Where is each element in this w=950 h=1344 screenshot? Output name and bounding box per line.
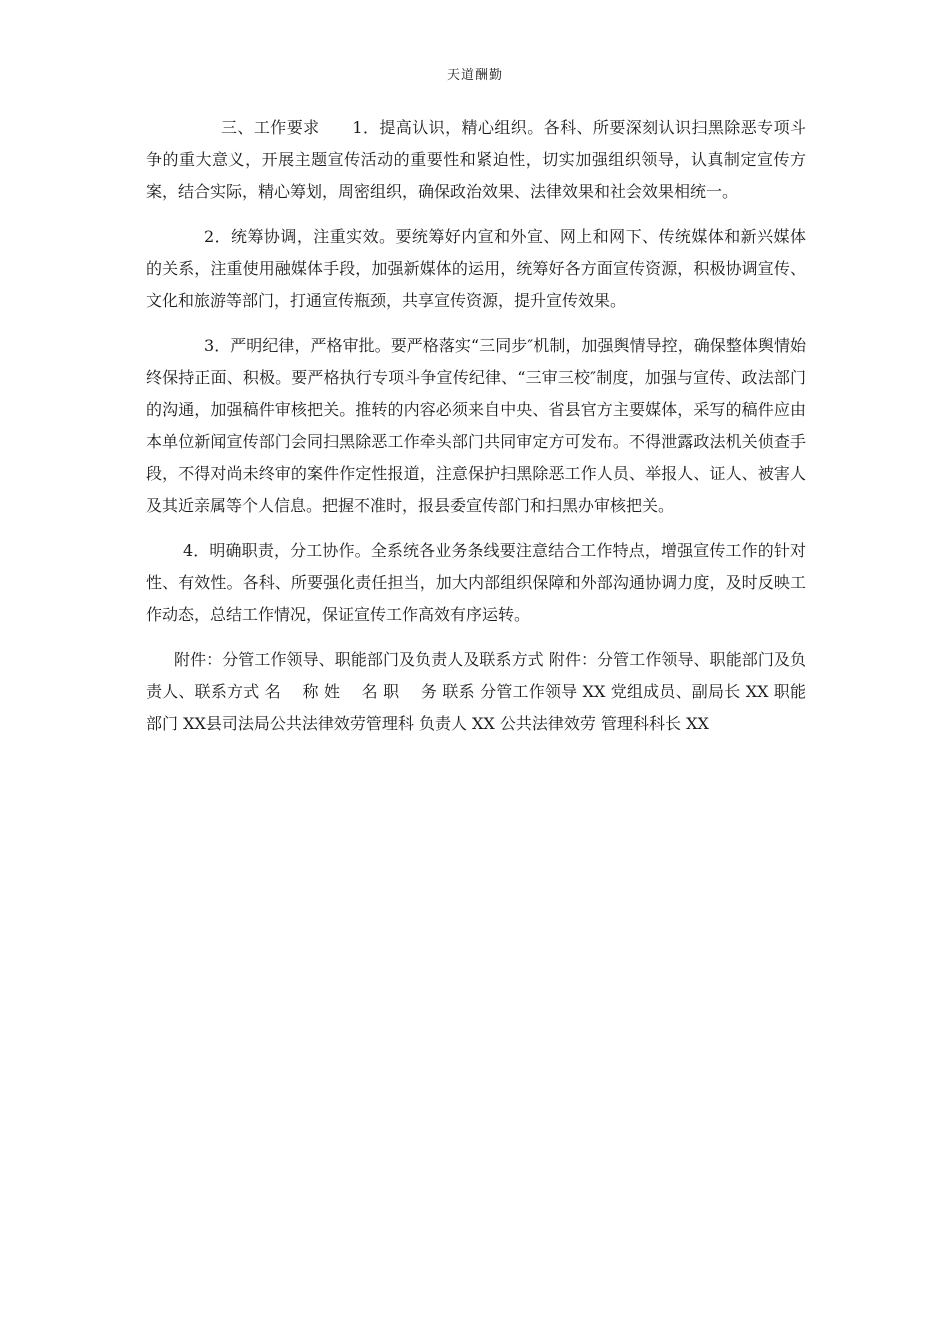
document-body — [146, 112, 806, 753]
paragraph-attachment: 附件：分管工作领导、职能部门及负责人及联系方式 附件：分管工作领导、职能部门及负责人、联系方式 名 称 姓 名 职 务 联系 分管工作领导 XX 党组成员、副局长 XX 职能部门 XX县司法局公共法律效劳管理科 负责人 XX 公共法律效劳 管理科科长 XX — [146, 650, 806, 733]
paragraph-discipline: 3．严明纪律，严格审批。要严格落实“三同步″机制，加强舆情导控，确保整体舆情始终保持正面、积极。要严格执行专项斗争宣传纪律、“三审三校″制度，加强与宣传、政法部门的沟通，加强稿件审核把关。推转的内容必须来自中央、省县官方主要媒体，采写的稿件应由本单位新闻宣传部门会同扫黑除恶工作牵头部门共同审定方可发布。不得泄露政法机关侦查手段，不得对尚未终审的案件作定性报道，注意保护扫黑除恶工作人员、举报人、证人、被害人及其近亲属等个人信息。把握不准时，报县委宣传部门和扫黑办审核把关。 — [146, 336, 806, 515]
paragraph-coordination: 2．统筹协调，注重实效。要统筹好内宣和外宣、网上和网下、传统媒体和新兴媒体的关系，注重使用融媒体手段，加强新媒体的运用，统筹好各方面宣传资源，积极协调宣传、文化和旅游等部门，打通宣传瓶颈，共享宣传资源，提升宣传效果。 — [146, 227, 806, 310]
page-header: 天道酬勤 — [446, 68, 503, 83]
paragraph-work-requirements: 三、工作要求 1．提高认识，精心组织。各科、所要深刻认识扫黑除恶专项斗争的重大意义，开展主题宣传活动的重要性和紧迫性，切实加强组织领导，认真制定宣传方案，结合实际，精心筹划，周密组织，确保政治效果、法律效果和社会效果相统一。 — [146, 118, 806, 201]
paragraph-responsibilities: 4．明确职责，分工协作。全系统各业务条线要注意结合工作特点，增强宣传工作的针对性、有效性。各科、所要强化责任担当，加大内部组织保障和外部沟通协调力度，及时反映工作动态，总结工作情况，保证宣传工作高效有序运转。 — [146, 541, 806, 624]
